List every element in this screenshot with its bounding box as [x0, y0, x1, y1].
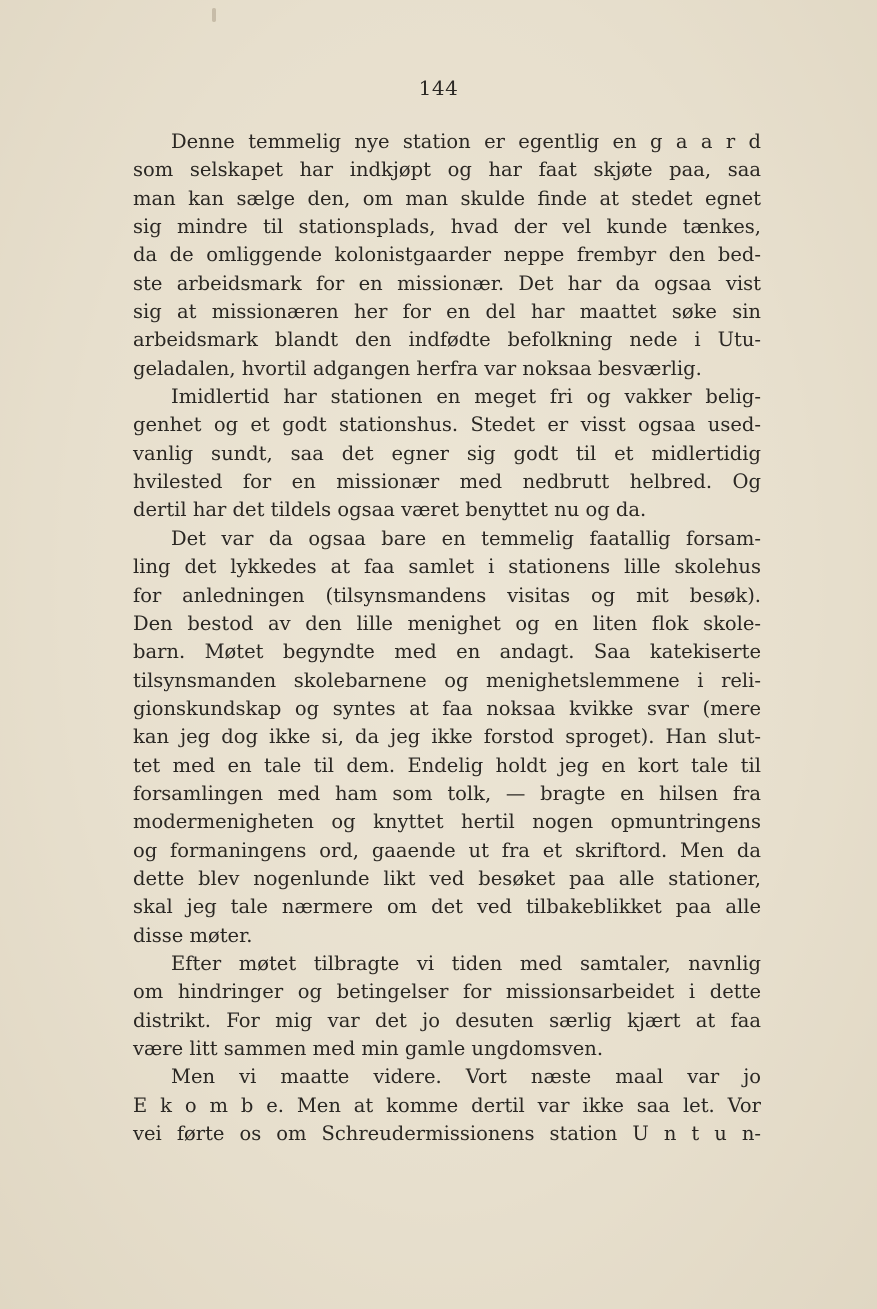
text-line: vanlig sundt, saa det egner sig godt til et midlertidig	[133, 441, 761, 465]
body-text	[133, 128, 761, 1148]
text-line: skal jeg tale nærmere om det ved tilbakeblikket paa alle	[133, 895, 761, 919]
text-line: dette blev nogenlunde likt ved besøket paa alle stationer,	[133, 866, 761, 890]
text-line: man kan sælge den, om man skulde finde at stedet egnet	[133, 186, 761, 210]
text-line: disse møter.	[133, 923, 253, 947]
text-line: Denne temmelig nye station er egentlig en g a a r d	[171, 130, 761, 153]
text-line: Efter møtet tilbragte vi tiden med samtaler, navnlig	[171, 951, 761, 975]
text-line: sig mindre til stationsplads, hvad der vel kunde tænkes,	[133, 215, 761, 239]
text-line: gionskundskap og syntes at faa noksaa kvikke svar (mere	[133, 696, 761, 720]
text-line: kan jeg dog ikke si, da jeg ikke forstod sproget). Han slut-	[133, 725, 761, 749]
text-line: Den bestod av den lille menighet og en liten flok skole-	[133, 611, 761, 635]
text-line: modermenigheten og knyttet hertil nogen opmuntringens	[133, 810, 761, 834]
text-line: som selskapet har indkjøpt og har faat skjøte paa, saa	[133, 158, 761, 182]
text-line: genhet og et godt stationshus. Stedet er visst ogsaa used-	[133, 413, 761, 437]
text-line: geladalen, hvortil adgangen herfra var noksaa besværlig.	[133, 356, 702, 380]
text-line: Det var da ogsaa bare en temmelig faatallig forsam-	[171, 526, 761, 550]
text-line: arbeidsmark blandt den indfødte befolkning nede i Utu-	[133, 328, 761, 352]
text-line: tet med en tale til dem. Endelig holdt jeg en kort tale til	[133, 753, 761, 777]
text-line: distrikt. For mig var det jo desuten særlig kjært at faa	[133, 1008, 761, 1032]
text-line: være litt sammen med min gamle ungdomsven.	[133, 1037, 604, 1060]
text-line: barn. Møtet begyndte med en andagt. Saa katekiserte	[133, 640, 761, 664]
text-line: vei førte os om Schreudermissionens station U n t u n-	[133, 1122, 761, 1146]
text-line: tilsynsmanden skolebarnene og menighetslemmene i reli-	[133, 668, 761, 692]
text-line: Imidlertid har stationen en meget fri og vakker belig-	[171, 385, 761, 409]
text-line: og formaningens ord, gaaende ut fra et skriftord. Men da	[133, 838, 761, 862]
text-line: dertil har det tildels ogsaa været benyttet nu og da.	[133, 498, 647, 522]
text-line: ste arbeidsmark for en missionær. Det har da ogsaa vist	[133, 271, 761, 295]
paper-speck	[212, 8, 216, 22]
text-line: sig at missionæren her for en del har maattet søke sin	[133, 300, 761, 324]
text-line: om hindringer og betingelser for missionsarbeidet i dette	[133, 980, 761, 1004]
text-line: E k o m b e. Men at komme dertil var ikke saa let. Vor	[133, 1093, 761, 1117]
text-line: Men vi maatte videre. Vort næste maal var jo	[171, 1065, 761, 1089]
text-line: forsamlingen med ham som tolk, — bragte en hilsen fra	[133, 781, 761, 805]
text-line: for anledningen (tilsynsmandens visitas og mit besøk).	[133, 583, 761, 607]
text-line: da de omliggende kolonistgaarder neppe frembyr den bed-	[133, 243, 761, 267]
text-line: hvilested for en missionær med nedbrutt helbred. Og	[133, 470, 761, 494]
page-number: 144	[418, 76, 459, 100]
text-line: ling det lykkedes at faa samlet i stationens lille skolehus	[133, 555, 761, 579]
